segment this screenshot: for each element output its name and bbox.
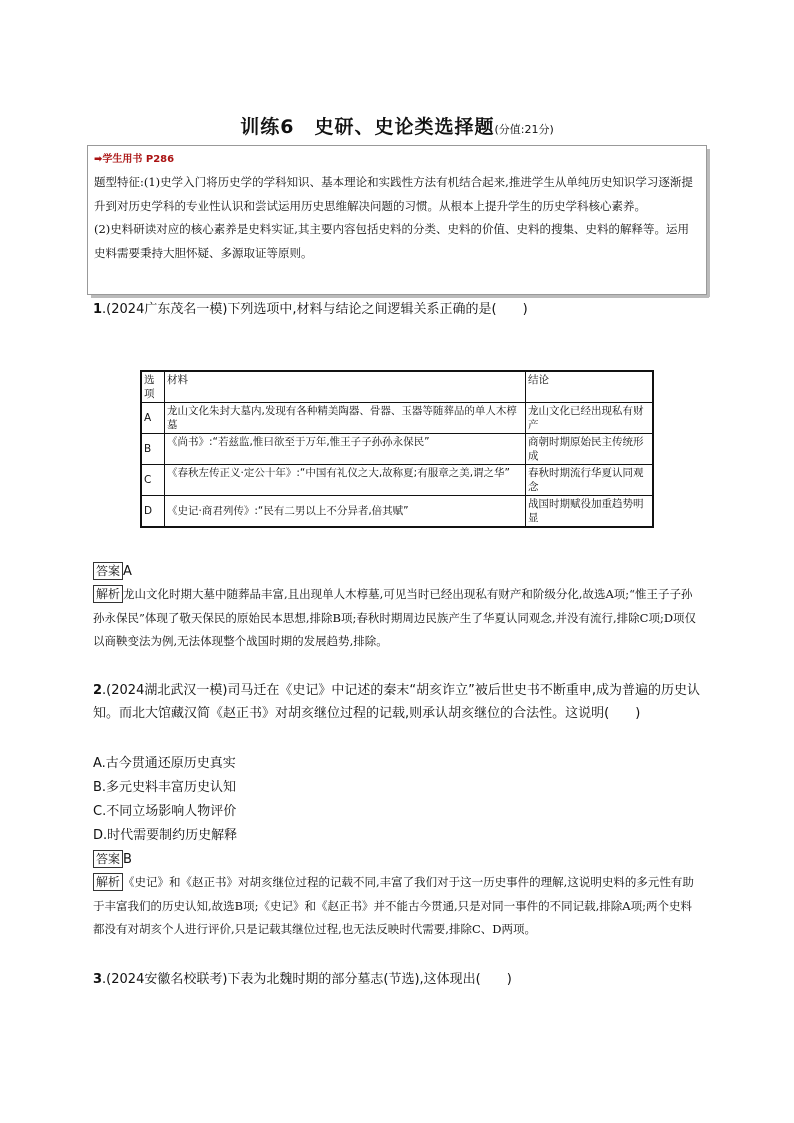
question-1-stem bbox=[93, 298, 703, 321]
question-2-stem bbox=[93, 679, 703, 725]
question-2-number: 2 bbox=[93, 683, 103, 698]
question-3-stem bbox=[93, 968, 703, 991]
option-c: C.不同立场影响人物评价 bbox=[93, 804, 237, 819]
question-1-table bbox=[140, 370, 654, 528]
table-row bbox=[141, 434, 653, 465]
question-2-answer bbox=[93, 850, 132, 868]
arrow-icon: ➡ bbox=[94, 154, 103, 165]
table-header-cell: 结论 bbox=[526, 371, 654, 403]
question-1-explanation bbox=[93, 583, 703, 654]
book-ref-text: 学生用书 P286 bbox=[102, 154, 175, 165]
table-header-row bbox=[141, 371, 653, 403]
book-reference bbox=[94, 150, 700, 165]
table-cell: C bbox=[141, 465, 165, 496]
table-cell: 《春秋左传正义·定公十年》:“中国有礼仪之大,故称夏;有服章之美,谓之华” bbox=[165, 465, 526, 496]
question-2-explanation bbox=[93, 871, 703, 942]
explain-tag: 解析 bbox=[93, 585, 123, 603]
title-score: (分值:21分) bbox=[494, 123, 554, 136]
table-cell: 龙山文化已经出现私有财产 bbox=[526, 403, 654, 434]
explain-text: 《史记》和《赵正书》对胡亥继位过程的记载不同,丰富了我们对于这一历史事件的理解,这说明史料的多元性有助于丰富我们的历史认知,故选B项;《史记》和《赵正书》并不能古今贯通,只是对同一事件的不同记载,排除A项;两个史料都没有对胡亥个人进行评价,只是记载其继位过程,也无法反映时代需要,排除C、D两项。 bbox=[93, 875, 694, 936]
explain-tag: 解析 bbox=[93, 873, 123, 891]
page-title bbox=[0, 112, 794, 139]
intro-box bbox=[87, 145, 707, 295]
option-d: D.时代需要制约历史解释 bbox=[93, 828, 238, 843]
answer-value: A bbox=[123, 564, 132, 579]
explain-text: 龙山文化时期大墓中随葬品丰富,且出现单人木椁墓,可见当时已经出现私有财产和阶级分化,故选A项;“惟王子子孙孙永保民”体现了敬天保民的原始民本思想,排除B项;春秋时期周边民族产生了华夏认同观念,并没有流行,排除C项;D项仅以商鞅变法为例,无法体现整个战国时期的发展趋势,排除。 bbox=[93, 587, 697, 648]
intro-paragraph-2: (2)史料研读对应的核心素养是史料实证,其主要内容包括史料的分类、史料的价值、史料的搜集、史料的解释等。运用史料需要秉持大胆怀疑、多源取证等原则。 bbox=[94, 222, 689, 260]
table-row bbox=[141, 403, 653, 434]
table-cell: A bbox=[141, 403, 165, 434]
table-cell: D bbox=[141, 496, 165, 528]
table-cell: 《史记·商君列传》:“民有二男以上不分异者,倍其赋” bbox=[165, 496, 526, 528]
question-3-text: .(2024安徽名校联考)下表为北魏时期的部分墓志(节选),这体现出( ) bbox=[102, 972, 512, 987]
table-cell: 春秋时期流行华夏认同观念 bbox=[526, 465, 654, 496]
answer-tag: 答案 bbox=[93, 850, 123, 868]
question-1-answer bbox=[93, 562, 132, 580]
option-a: A.古今贯通还原历史真实 bbox=[93, 756, 236, 771]
table-row bbox=[141, 465, 653, 496]
question-1-text: .(2024广东茂名一模)下列选项中,材料与结论之间逻辑关系正确的是( ) bbox=[102, 302, 528, 317]
title-main: 训练6 史研、史论类选择题 bbox=[240, 116, 495, 138]
table-cell: 《尚书》:“若兹监,惟曰欲至于万年,惟王子子孙孙永保民” bbox=[165, 434, 526, 465]
question-2-text: .(2024湖北武汉一模)司马迁在《史记》中记述的秦末“胡亥诈立”被后世史书不断重申,成为普遍的历史认知。而北大馆藏汉简《赵正书》对胡亥继位过程的记载,则承认胡亥继位的合法性。这说明( ) bbox=[93, 683, 701, 721]
answer-tag: 答案 bbox=[93, 562, 123, 580]
option-b: B.多元史料丰富历史认知 bbox=[93, 780, 237, 795]
question-1-number: 1 bbox=[93, 302, 103, 317]
table-header-cell: 选项 bbox=[141, 371, 165, 403]
table-cell: 战国时期赋役加重趋势明显 bbox=[526, 496, 654, 528]
table-cell: B bbox=[141, 434, 165, 465]
question-3-number: 3 bbox=[93, 972, 103, 987]
table-cell: 龙山文化朱封大墓内,发现有各种精美陶器、骨器、玉器等随葬品的单人木椁墓 bbox=[165, 403, 526, 434]
table-row bbox=[141, 496, 653, 528]
table-cell: 商朝时期原始民主传统形成 bbox=[526, 434, 654, 465]
answer-value: B bbox=[123, 852, 132, 867]
table-header-cell: 材料 bbox=[165, 371, 526, 403]
intro-paragraph-1: 题型特征:(1)史学入门将历史学的学科知识、基本理论和实践性方法有机结合起来,推进学生从单纯历史知识学习逐渐提升到对历史学科的专业性认识和尝试运用历史思维解决问题的习惯。从根本上提升学生的历史学科核心素养。 bbox=[94, 175, 693, 213]
